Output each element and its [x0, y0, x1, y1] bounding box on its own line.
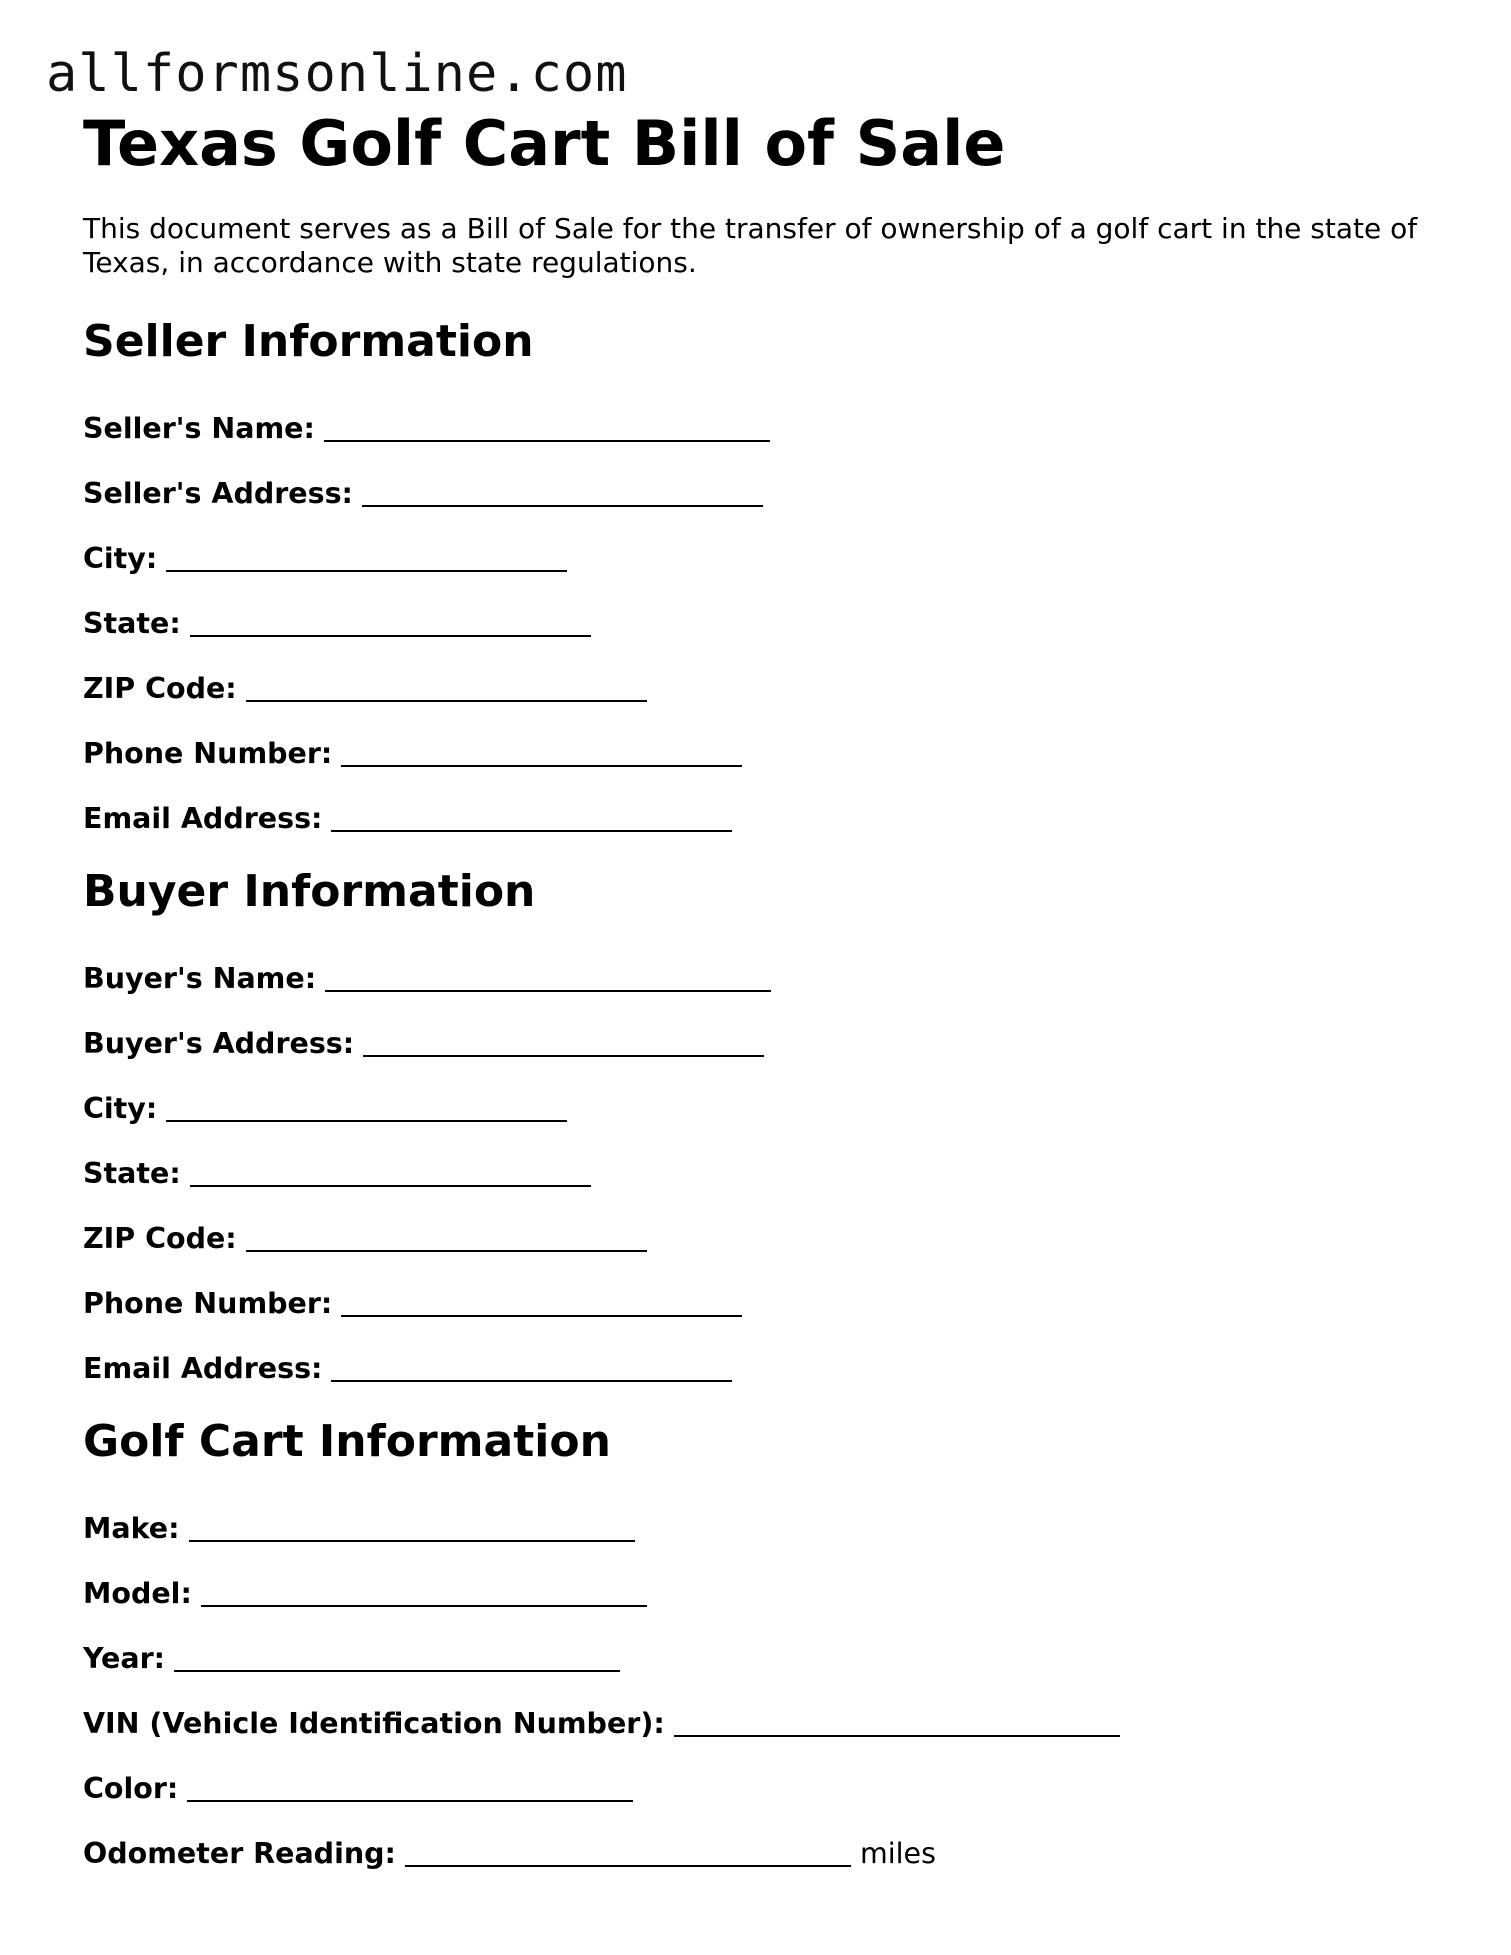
field-label: Seller's Name:: [83, 412, 315, 445]
seller-address-input[interactable]: [362, 475, 763, 507]
buyer-fields: [83, 918, 1443, 1386]
buyer-city-input[interactable]: [166, 1090, 567, 1122]
golf-cart-fields: [83, 1468, 1443, 1871]
field-label: Email Address:: [83, 802, 323, 835]
field-label: Buyer's Address:: [83, 1027, 355, 1060]
cart-model-input[interactable]: [201, 1575, 647, 1607]
buyer-email-input[interactable]: [331, 1350, 732, 1382]
cart-year-field: [83, 1611, 1443, 1676]
cart-year-input[interactable]: [174, 1640, 620, 1672]
seller-name-field: [83, 368, 1443, 446]
bill-of-sale-document: [83, 108, 1443, 1871]
field-label: State:: [83, 607, 181, 640]
seller-phone-input[interactable]: [341, 735, 742, 767]
buyer-name-field: [83, 918, 1443, 996]
buyer-zip-input[interactable]: [246, 1220, 647, 1252]
cart-odometer-field: [83, 1806, 1443, 1871]
cart-vin-input[interactable]: [674, 1705, 1120, 1737]
buyer-state-input[interactable]: [190, 1155, 591, 1187]
field-label: Make:: [83, 1512, 180, 1545]
field-label: Buyer's Name:: [83, 962, 317, 995]
watermark-text: allformsonline.com: [46, 44, 628, 104]
field-label: Color:: [83, 1772, 179, 1805]
field-label: Seller's Address:: [83, 477, 353, 510]
seller-zip-input[interactable]: [246, 670, 647, 702]
field-label: City:: [83, 542, 158, 575]
cart-vin-field: [83, 1676, 1443, 1741]
document-title: Texas Golf Cart Bill of Sale: [83, 107, 1006, 180]
intro-paragraph: This document serves as a Bill of Sale for the transfer of ownership of a golf cart in the state of Texas, in accordance with state regulations.: [83, 212, 1418, 279]
field-label: Phone Number:: [83, 737, 333, 770]
seller-city-field: [83, 511, 1443, 576]
field-label: Odometer Reading:: [83, 1837, 396, 1870]
seller-phone-field: [83, 706, 1443, 771]
field-label: Year:: [83, 1642, 166, 1675]
field-label: Phone Number:: [83, 1287, 333, 1320]
buyer-name-input[interactable]: [325, 960, 771, 992]
cart-color-input[interactable]: [187, 1770, 633, 1802]
buyer-zip-field: [83, 1191, 1443, 1256]
field-label: City:: [83, 1092, 158, 1125]
seller-fields: [83, 368, 1443, 836]
seller-address-field: [83, 446, 1443, 511]
buyer-phone-field: [83, 1256, 1443, 1321]
field-label: VIN (Vehicle Identification Number):: [83, 1707, 665, 1740]
field-label: State:: [83, 1157, 181, 1190]
seller-state-field: [83, 576, 1443, 641]
golf-cart-section-heading: Golf Cart Information: [83, 1416, 611, 1467]
seller-name-input[interactable]: [324, 410, 770, 442]
buyer-email-field: [83, 1321, 1443, 1386]
buyer-address-input[interactable]: [363, 1025, 764, 1057]
field-label: ZIP Code:: [83, 1222, 237, 1255]
field-label: Model:: [83, 1577, 192, 1610]
seller-zip-field: [83, 641, 1443, 706]
seller-state-input[interactable]: [190, 605, 591, 637]
cart-odometer-input[interactable]: [405, 1835, 851, 1867]
seller-section-heading: Seller Information: [83, 316, 534, 367]
cart-make-field: [83, 1468, 1443, 1546]
seller-email-field: [83, 771, 1443, 836]
buyer-address-field: [83, 996, 1443, 1061]
cart-color-field: [83, 1741, 1443, 1806]
odometer-unit: miles: [859, 1837, 936, 1870]
buyer-section-heading: Buyer Information: [83, 866, 536, 917]
field-label: Email Address:: [83, 1352, 323, 1385]
cart-make-input[interactable]: [189, 1510, 635, 1542]
seller-email-input[interactable]: [331, 800, 732, 832]
buyer-city-field: [83, 1061, 1443, 1126]
cart-model-field: [83, 1546, 1443, 1611]
seller-city-input[interactable]: [166, 540, 567, 572]
field-label: ZIP Code:: [83, 672, 237, 705]
buyer-state-field: [83, 1126, 1443, 1191]
buyer-phone-input[interactable]: [341, 1285, 742, 1317]
